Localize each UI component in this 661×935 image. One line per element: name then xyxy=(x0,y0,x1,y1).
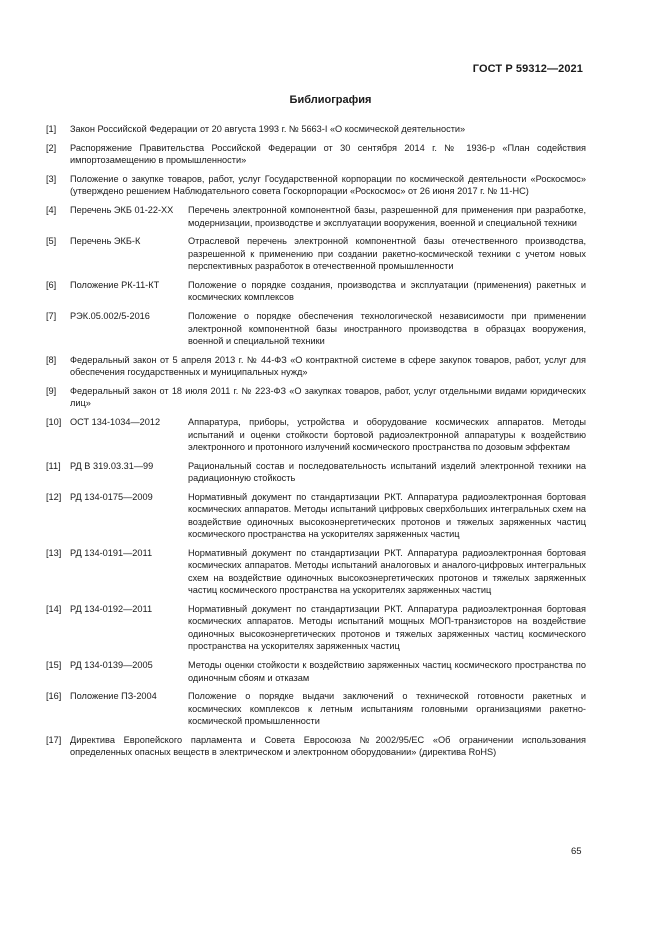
entry-description: Методы оценки стойкости к воздействию заряженных частиц космического пространства по одиночным сбоям и отказам xyxy=(188,660,586,683)
entry-number: [9] xyxy=(46,386,57,397)
entry-description: Аппаратура, приборы, устройства и оборудование космических аппаратов. Методы испытаний и оценки стойкости бортовой радиоэлектронной аппаратуры к воздействию электронного и протонного излучений космического пространства по дозовым эффектам xyxy=(188,417,586,453)
entry-number: [6] xyxy=(46,280,57,291)
bibliography-entry xyxy=(46,734,586,759)
bibliography-entry xyxy=(46,385,586,410)
entry-description: Нормативный документ по стандартизации РКТ. Аппаратура радиоэлектронная бортовая космических аппаратов. Методы испытаний мощных МОП-транзисторов на воздействие одиночных высокоэнергетических протонов и тяжелых заряженных частиц космического пространства на ускорителях заряженных частиц xyxy=(188,604,586,652)
entry-number: [2] xyxy=(46,142,57,153)
entry-description: Положение о порядке выдачи заключений о технической готовности ракетных и космических комплексов к летным испытаниям головными организациями ракетно-космической промышленности xyxy=(188,691,586,727)
entry-designation: РЭК.05.002/5-2016 xyxy=(70,311,150,322)
entry-designation: РД 134-0175—2009 xyxy=(70,492,153,503)
bibliography-entry xyxy=(46,603,586,653)
bibliography-entry xyxy=(46,659,586,684)
entry-number: [15] xyxy=(46,660,62,671)
entry-description: Положение о порядке обеспечения технологической независимости при применении электронной компонентной базы иностранного производства в образцах вооружения, военной и специальной техники xyxy=(188,311,586,347)
bibliography-entry xyxy=(46,460,586,485)
bibliography-entry xyxy=(46,690,586,727)
entry-designation: Положение РК-11-КТ xyxy=(70,280,160,291)
entry-text: Директива Европейского парламента и Совета Евросоюза №2002/95/ЕС «Об ограничении использования определенных опасных веществ в электрическом и электронном оборудовании» (директива RoHS) xyxy=(70,734,586,758)
entry-description: Перечень электронной компонентной базы, разрешенной для применения при разработке, модернизации, производстве и эксплуатации вооружения, военной и специальной техники xyxy=(188,205,586,228)
entry-number: [11] xyxy=(46,460,61,471)
entry-designation: Перечень ЭКБ-К xyxy=(70,236,141,247)
entry-number: [17] xyxy=(46,734,62,745)
entry-number: [12] xyxy=(46,492,62,503)
bibliography-entry xyxy=(46,173,586,198)
entry-number: [10] xyxy=(46,417,62,428)
entry-designation: РД В 319.03.31—99 xyxy=(70,460,154,471)
bibliography-entry xyxy=(46,547,586,597)
bibliography-entry xyxy=(46,279,586,304)
entry-text: Федеральный закон от 5 апреля 2013 г. № 44-ФЗ «О контрактной системе в сфере закупок товаров, работ, услуг для обеспечения государственных и муниципальных нужд» xyxy=(70,354,586,378)
bibliography-entry xyxy=(46,310,586,347)
bibliography-entry xyxy=(46,235,586,272)
entry-description: Нормативный документ по стандартизации РКТ. Аппаратура радиоэлектронная бортовая космических аппаратов. Методы испытаний цифровых сверхбольших интегральных схем на воздействие одиночных высокоэнергетических протонов и тяжелых заряженных частиц космического пространства на ускорителях заряженных частиц xyxy=(188,492,586,540)
entry-number: [7] xyxy=(46,311,57,322)
entry-description: Отраслевой перечень электронной компонентной базы отечественного производства, разрешенной к применению при создании ракетно-космической техники с учетом новых перспективных разработок в отечественной промышленности xyxy=(188,236,586,272)
entry-designation: Перечень ЭКБ 01-22-ХХ xyxy=(70,205,174,216)
entry-text: Закон Российской Федерации от 20 августа 1993 г. № 5663-I «О космической деятельности» xyxy=(70,124,466,134)
entry-designation: РД 134-0139—2005 xyxy=(70,660,153,671)
bibliography-entry xyxy=(46,123,586,135)
entry-text: Положение о закупке товаров, работ, услуг Государственной корпорации по космической деятельности «Роскосмос» (утверждено решением Наблюдательного совета Госкорпорации «Роскосмос» от 26 июня 2017 г. № 11-НС) xyxy=(70,174,586,197)
bibliography-entry xyxy=(46,142,586,167)
entry-number: [1] xyxy=(46,124,57,134)
entry-number: [5] xyxy=(46,236,57,247)
bibliography-entry xyxy=(46,354,586,379)
entry-designation: Положение ПЗ-2004 xyxy=(70,691,157,702)
document-code: ГОСТ Р 59312—2021 xyxy=(472,63,583,75)
entry-number: [8] xyxy=(46,354,57,365)
entry-text: Распоряжение Правительства Российской Федерации от 30 сентября 2014 г. № 1936-р «План содействия импортозамещению в промышленности» xyxy=(70,142,586,166)
section-title: Библиография xyxy=(289,94,372,106)
entry-number: [3] xyxy=(46,174,57,184)
bibliography-entry xyxy=(46,491,586,541)
bibliography-list xyxy=(46,123,586,765)
bibliography-entry xyxy=(46,204,586,229)
entry-number: [13] xyxy=(46,548,62,559)
entry-number: [14] xyxy=(46,604,62,615)
entry-text: Федеральный закон от 18 июля 2011 г. № 223-ФЗ «О закупках товаров, работ, услуг отдельными видами юридических лиц» xyxy=(70,386,586,409)
entry-designation: ОСТ 134-1034—2012 xyxy=(70,417,161,428)
entry-number: [16] xyxy=(46,691,62,702)
entry-description: Положение о порядке создания, производства и эксплуатации (применения) ракетных и космических комплексов xyxy=(188,280,586,303)
bibliography-entry xyxy=(46,416,586,453)
entry-number: [4] xyxy=(46,205,57,216)
entry-description: Рациональный состав и последовательность испытаний изделий электронной техники на радиационную стойкость xyxy=(188,460,586,484)
entry-description: Нормативный документ по стандартизации РКТ. Аппаратура радиоэлектронная бортовая космических аппаратов. Методы испытаний аналоговых и аналого-цифровых интегральных схем на воздействие одиночных высокоэнергетических протонов и тяжелых заряженных частиц космического пространства на ускорителях заряженных частиц xyxy=(188,548,586,596)
page-number: 65 xyxy=(571,846,582,857)
entry-designation: РД 134-0191—2011 xyxy=(70,548,153,559)
entry-designation: РД 134-0192—2011 xyxy=(70,604,153,615)
